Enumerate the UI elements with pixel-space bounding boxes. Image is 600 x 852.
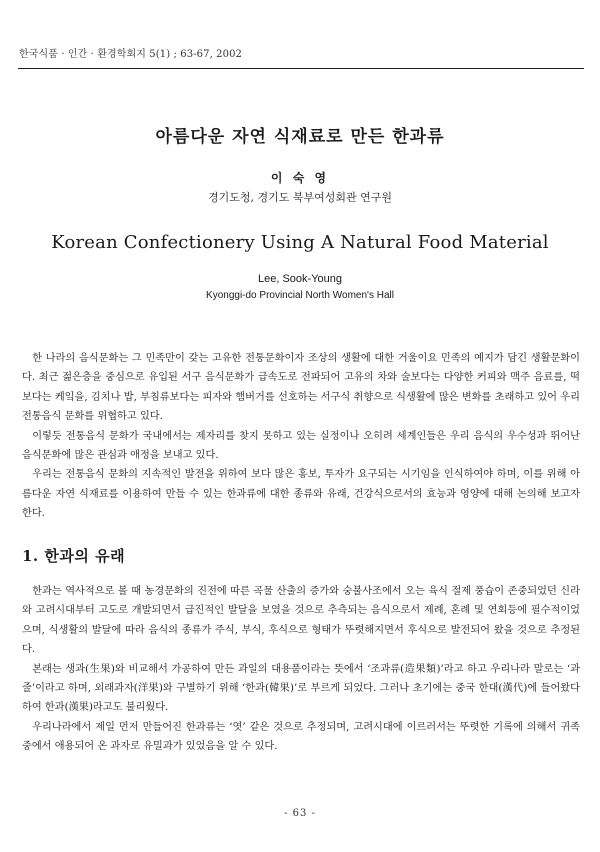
introduction	[22, 349, 580, 524]
page-number: - 63 -	[284, 808, 316, 819]
header-rule	[18, 68, 584, 69]
affiliation-english: Kyonggi-do Provincial North Women's Hall	[206, 290, 394, 301]
affiliation-korean: 경기도청, 경기도 북부여성회관 연구원	[207, 191, 392, 204]
author-english: Lee, Sook-Young	[258, 273, 342, 285]
section-paragraph: 우리나라에서 제일 먼저 만들어진 한과류는 ‘엿’ 같은 것으로 추정되며, 고려시대에 이르러서는 뚜렷한 기록에 의해서 귀족 중에서 애용되어 온 과자로 유밀과가 있었음을 알 수 있다.	[22, 721, 580, 753]
intro-paragraph: 한 나라의 음식문화는 그 민족만이 갖는 고유한 전통문화이자 조상의 생활에 대한 거울이요 민족의 예지가 담긴 생활문화이다. 최근 젊은층을 중심으로 유입된 서구 음식문화가 급속도로 전파되어 고유의 차와 술보다는 다양한 커피와 맥주 음료를, 떡보다는 케잌을, 김치나 밥, 부침류보다는 피자와 햄버거를 선호하는 서구식 취향으로 식생활에 많은 변화를 초래하고 있어 우리 전통음식 문화를 위협하고 있다.	[22, 353, 580, 423]
journal-citation: 한국식품 · 인간 · 환경학회지 5(1) ; 63-67, 2002	[19, 49, 242, 60]
section-heading: 1. 한과의 유래	[22, 547, 126, 565]
section-body	[22, 582, 580, 757]
title-english: Korean Confectionery Using A Natural Food Material	[51, 232, 549, 253]
intro-paragraph: 이렇듯 전통음식 문화가 국내에서는 제자리를 찾지 못하고 있는 실정이나 오히려 세계인들은 우리 음식의 우수성과 뛰어난 음식문화에 많은 관심과 애정을 보내고 있다.	[22, 430, 580, 462]
intro-paragraph: 우리는 전통음식 문화의 지속적인 발전을 위하여 보다 많은 홍보, 투자가 요구되는 시기임을 인식하여야 하며, 이를 위해 아름다운 자연 식재료를 이용하여 만들 수 있는 한과류에 대한 종류와 유래, 건강식으로서의 효능과 영양에 대해 논의해 보고자 한다.	[22, 469, 580, 520]
author-korean: 이 숙 영	[270, 171, 330, 185]
title-korean: 아름다운 자연 식재료로 만든 한과류	[155, 127, 445, 147]
section-paragraph: 본래는 생과(生果)와 비교해서 가공하여 만든 과일의 대용품이라는 뜻에서 ‘조과류(造果類)’라고 하고 우리나라 말로는 ‘과줄’이라고 하며, 외래과자(洋果)와 구별하기 위해 ‘한과(韓果)’로 부르게 되었다. 그러나 초기에는 중국 한대(漢代)에 들어왔다 하여 한과(漢果)라고도 불리웠다.	[22, 663, 580, 714]
section-paragraph: 한과는 역사적으로 볼 때 농경문화의 진전에 따른 곡물 산출의 증가와 숭불사조에서 오는 육식 절제 풍습이 존중되었던 신라와 고려시대부터 고도로 개발되면서 급진적인 발달을 보였을 것으로 추측되는 음식으로서 제례, 혼례 및 연회등에 필수적이었으며, 식생활의 발달에 따라 음식의 종류가 주식, 부식, 후식으로 형태가 뚜렷해지면서 후식으로 발전되어 왔을 것으로 추정된다.	[22, 586, 580, 656]
